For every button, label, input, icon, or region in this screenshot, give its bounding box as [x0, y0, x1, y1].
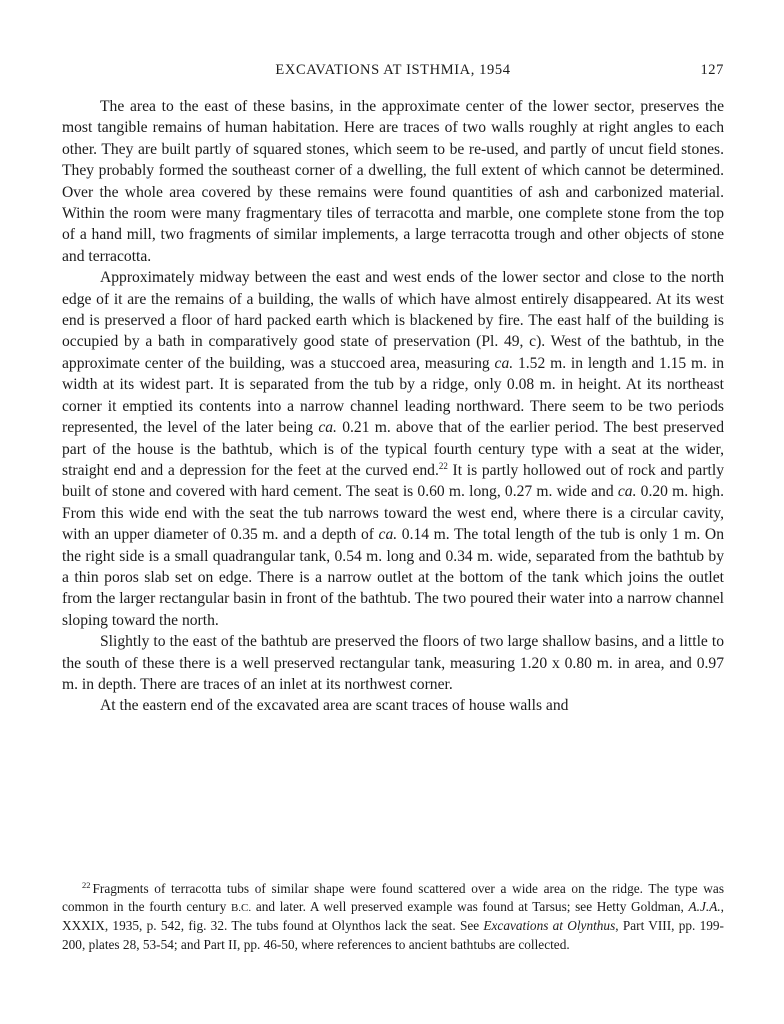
- paragraph-text: Approximately midway between the east and west ends of the lower sector and close to the north edge of it are the remains of a building, the walls of which have almost entirely disappeared. At its west end is preserved a floor of hard packed earth which is blackened by fire. The east half of the building is occupied by a bath in comparatively good state of preservation (Pl. 49, c). West of the bathtub, in the approximate center of the building, was a stuccoed area, measuring: [62, 269, 724, 372]
- page-number: 127: [700, 62, 724, 78]
- body-text: [62, 96, 724, 717]
- running-head: [62, 62, 724, 82]
- circa-abbrev: ca.: [494, 354, 514, 372]
- paragraph-text: 0.14 m. The total length of the tub is only 1 m. On the right side is a small quadrangular tank, 0.54 m. long and 0.34 m. wide, separated from the bathtub by a thin poros slab set on edge. There is a narrow outlet at the bottom of the tank which joins the outlet from the larger rectangular basin in front of the bathtub. The two poured their water into a narrow channel sloping toward the north.: [62, 526, 724, 629]
- footnote-reference[interactable]: 22: [438, 460, 448, 471]
- paragraph-text: 1.52 m. in length and 1.15 m. in width at its widest part. It is separated from the tub by a ridge, only 0.08 m. in height. At its northeast corner it emptied its contents into a narrow channel leading northward. There seem to be two periods represented, the level of the later being: [62, 354, 725, 437]
- paragraph: [62, 695, 724, 716]
- era-abbrev: B.C.: [230, 902, 252, 915]
- paragraph-text: At the eastern end of the excavated area are scant traces of house walls and: [100, 697, 569, 715]
- footnote-number: 22: [82, 880, 91, 890]
- paragraph: [62, 96, 724, 267]
- running-title: EXCAVATIONS AT ISTHMIA, 1954: [275, 62, 511, 78]
- journal-title: A.J.A.: [688, 899, 721, 915]
- paragraph-text: 0.20 m. high. From this wide end with the seat the tub narrows toward the west end, where there is a circular cavity, with an upper diameter of 0.35 m. and a depth of: [62, 483, 724, 544]
- paragraph: [62, 267, 724, 631]
- footnote-text: , Part VIII, pp. 199-200, plates 28, 53-54; and Part II, pp. 46-50, where references to ancient bathtubs are collected.: [62, 918, 724, 952]
- footnote: [62, 880, 724, 954]
- footnote-text: Fragments of terracotta tubs of similar shape were found scattered over a wide area on the ridge. The type was common in the fourth century: [62, 881, 724, 915]
- circa-abbrev: ca.: [318, 419, 337, 437]
- footnote-text: , XXXIX, 1935, p. 542, fig. 32. The tubs found at Olynthos lack the seat. See: [62, 899, 724, 934]
- footnotes: [62, 880, 724, 954]
- paragraph-text: It is partly hollowed out of rock and partly built of stone and covered with hard cement. The seat is 0.60 m. long, 0.27 m. wide and: [62, 461, 724, 501]
- paragraph-text: Slightly to the east of the bathtub are preserved the floors of two large shallow basins, and a little to the south of these there is a well preserved rectangular tank, measuring 1.20 x 0.80 m. in area, and 0.97 m. in depth. There are traces of an inlet at its northwest corner.: [62, 633, 724, 693]
- book-title: Excavations at Olynthus: [483, 918, 616, 934]
- footnote-text: and later. A well preserved example was found at Tarsus; see Hetty Goldman,: [251, 899, 689, 915]
- paragraph: [62, 631, 724, 695]
- paragraph-text: 0.21 m. above that of the earlier period. The best preserved part of the house is the bathtub, which is of the typical fourth century type with a seat at the wider, straight end and a depression for the feet at the curved end.: [62, 419, 724, 479]
- circa-abbrev: ca.: [378, 526, 398, 544]
- circa-abbrev: ca.: [617, 483, 637, 501]
- paragraph-text: The area to the east of these basins, in the approximate center of the lower sector, preserves the most tangible remains of human habitation. Here are traces of two walls roughly at right angles to each other. They are built partly of squared stones, which seem to be re-used, and partly of uncut field stones. They probably formed the southeast corner of a dwelling, the full extent of which cannot be determined. Over the whole area covered by these remains were found quantities of ash and carbonized material. Within the room were many fragmentary tiles of terracotta and marble, one complete stone from the top of a hand mill, two fragments of similar implements, a large terracotta trough and other objects of stone and terracotta.: [62, 98, 724, 265]
